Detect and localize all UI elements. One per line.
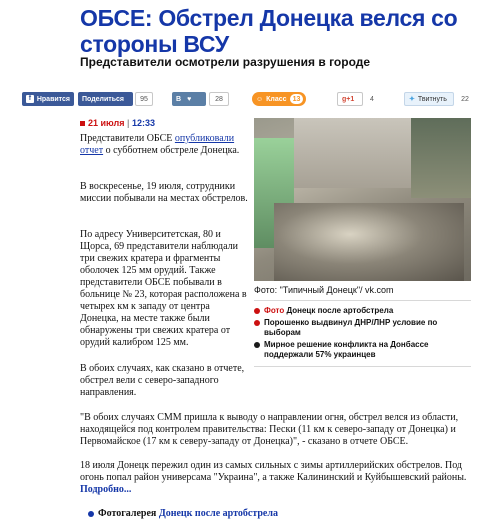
paragraph-final [80, 460, 468, 496]
related-tag: Фото [264, 306, 285, 315]
article-time: 12:33 [132, 118, 156, 128]
final-text: 18 июля Донецк пережил один из самых сильных с зимы артиллерийских обстрелов. Под огонь попал район универсама "Украина", а также Калининский и Куйбышевский районы. [80, 460, 467, 483]
intro-text-end: о субботнем обстреле Донецка. [103, 145, 240, 156]
twitter-label: Твитнуть [417, 95, 447, 103]
related-text: Мирное решение конфликта на Донбассе поддержали 57% украинцев [264, 340, 429, 359]
bullet-icon [254, 320, 260, 326]
related-text: Порошенко выдвинул ДНР/ЛНР условие по выборам [264, 318, 438, 337]
gallery-link[interactable]: Донецк после артобстрела [158, 508, 278, 519]
paragraph-intro [80, 133, 248, 157]
related-links [254, 300, 471, 367]
article-meta: 21 июля | 12:33 [80, 118, 155, 128]
odnoklassniki-icon: ☺ [256, 95, 264, 103]
facebook-icon: f [26, 95, 34, 103]
report-link[interactable]: опубликовали отчет [80, 133, 235, 156]
gallery-bullet-icon [88, 511, 94, 517]
related-item[interactable] [254, 318, 471, 338]
photo-gallery-link[interactable] [88, 508, 278, 519]
gplus-count: 4 [365, 92, 379, 106]
fb-count: 95 [135, 92, 153, 106]
article-photo[interactable] [254, 118, 471, 281]
fb-like-label: Нравится [36, 95, 70, 103]
related-item[interactable] [254, 306, 471, 316]
google-plus-label: g+1 [342, 95, 355, 103]
paragraph-quote: "В обоих случаях СММ пришла к выводу о направлении огня, обстрел велся из области, находящейся под контролем правительства: Пески (11 км к северо-западу от Донецка) и Первомайское (17 км к северу-западу от Донецка)", - сказано в отчете ОБСЕ. [80, 412, 459, 447]
fb-share-label: Поделиться [82, 95, 125, 103]
ok-count: 13 [290, 94, 304, 104]
share-bar [22, 92, 474, 108]
paragraph-craters: По адресу Университетская, 80 и Щорса, 69 представители наблюдали три свежих кратера и фрагменты оболочек 125 мм орудий. Также представители ОБСЕ побывали в больнице № 23, которая расположена в четырех км к западу от центра Донецка, на месте также были обнаружены три свежих кратера от орудий калибром 125 мм. [80, 229, 247, 348]
ok-label: Класс [266, 95, 287, 103]
vk-icon: В [176, 95, 182, 103]
related-item[interactable] [254, 340, 471, 360]
twitter-count: 22 [457, 92, 473, 106]
article-title: ОБСЕ: Обстрел Донецка велся со стороны ВСУ [80, 5, 458, 57]
read-more-link[interactable]: Подробно... [80, 484, 132, 495]
photo-rubble [274, 203, 464, 281]
vk-count: 28 [209, 92, 229, 106]
related-text: Донецк после артобстрела [286, 306, 394, 315]
paragraph-direction: В обоих случаях, как сказано в отчете, обстрел вели с северо-западного направления. [80, 363, 245, 398]
article-subtitle: Представители осмотрели разрушения в городе [80, 55, 371, 69]
article-date: 21 июля [88, 118, 125, 128]
bullet-icon [254, 308, 260, 314]
date-marker-icon [80, 121, 85, 126]
twitter-bird-icon: ✦ [409, 96, 415, 103]
bullet-icon [254, 342, 260, 348]
paragraph-visit: В воскресенье, 19 июля, сотрудники миссии побывали на местах обстрелов. [80, 181, 248, 204]
photo-caption: Фото: "Типичный Донецк"/ vk.com [254, 285, 394, 295]
photo-shelf-right [411, 118, 471, 198]
photo-wall [294, 118, 414, 188]
intro-text: Представители ОБСЕ [80, 133, 175, 144]
gallery-label: Фотогалерея [98, 508, 157, 519]
heart-icon: ♥ [187, 95, 192, 103]
